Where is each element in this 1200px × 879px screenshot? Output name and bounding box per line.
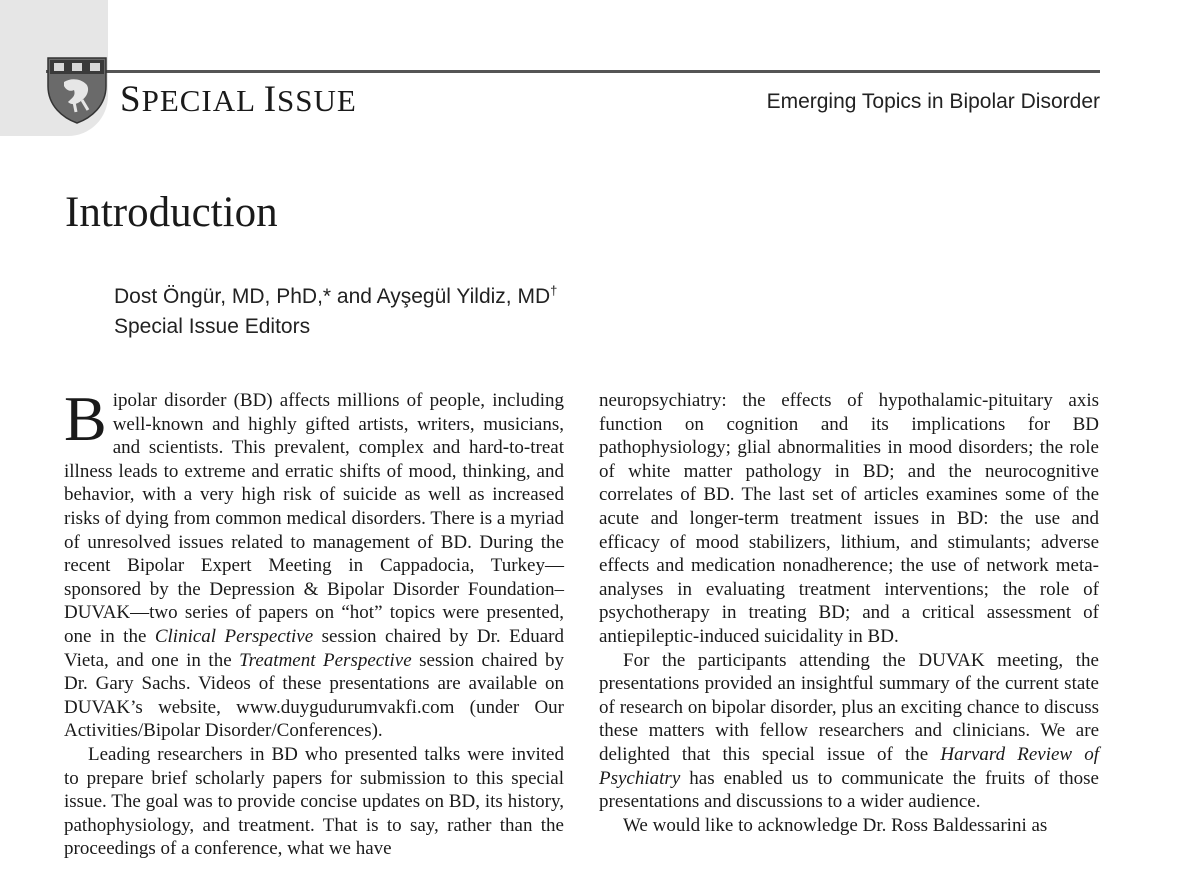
dagger-mark: † — [550, 283, 558, 298]
harvard-shield-icon — [46, 56, 108, 124]
paragraph: We would like to acknowledge Dr. Ross Baldessarini as — [623, 814, 1048, 836]
header-rule — [46, 70, 1100, 73]
special-issue-label: SPECIAL ISSUE — [120, 79, 357, 120]
dropcap: B — [64, 383, 107, 454]
paragraph: neuropsychiatry: the effects of hypothalamic-pituitary axis function on cognition and its implications for BD pathophysiology; glial abnormalities in mood disorders; the role of white matter pathology in BD; and the neurocognitive correlates of BD. The last set of articles examines some of the acute and longer-term treatment issues in BD: the use and efficacy of mood stabilizers, lithium, and stimulants; adverse effects and medication nonadherence; the use of network meta-analyses in evaluating treatment interventions; the role of psychotherapy in treating BD; and a critical assessment of antiepileptic-induced suicidality in BD. — [599, 390, 1099, 647]
right-column — [599, 389, 1099, 837]
paragraph: For the participants attending the DUVAK meeting, the presentations provided an insightful summary of the current state of research on bipolar disorder, plus an exciting chance to discuss these matters with fellow researchers and clinicians. We are delighted that this special issue of the Harvard Review of Psychiatry has enabled us to communicate the fruits of those presentations and discussions to a wider audience. — [599, 649, 1099, 813]
left-column — [64, 383, 564, 861]
authors-block — [114, 276, 557, 342]
section-name: Emerging Topics in Bipolar Disorder — [766, 90, 1100, 113]
editors-line: Special Issue Editors — [114, 315, 311, 338]
article-title: Introduction — [65, 189, 278, 236]
paragraph: Bipolar disorder (BD) affects millions of people, including well-known and highly gifted artists, writers, musicians, and scientists. This prevalent, complex and hard-to-treat illness leads to extreme and erratic shifts of mood, thinking, and behavior, with a very high risk of suicide as well as increased risks of dying from common medical disorders. There is a myriad of unresolved issues related to management of BD. During the recent Bipolar Expert Meeting in Cappadocia, Turkey—sponsored by the Depression & Bipolar Disorder Foundation–DUVAK—two series of papers on “hot” topics were presented, one in the Clinical Perspective session chaired by Dr. Eduard Vieta, and one in the Treatment Perspective session chaired by Dr. Gary Sachs. Videos of these presentations are available on DUVAK’s website, www.duygudurumvakfi.com (under Our Activities/Bipolar Disorder/Conferences). — [64, 383, 564, 742]
paragraph: Leading researchers in BD who presented talks were invited to prepare brief scholarly papers for submission to this special issue. The goal was to provide concise updates on BD, its history, pathophysiology, and treatment. That is to say, rather than the proceedings of a conference, what we have — [64, 743, 564, 860]
author-line: Dost Öngür, MD, PhD,* and Ayşegül Yildiz, MD† — [114, 283, 558, 308]
